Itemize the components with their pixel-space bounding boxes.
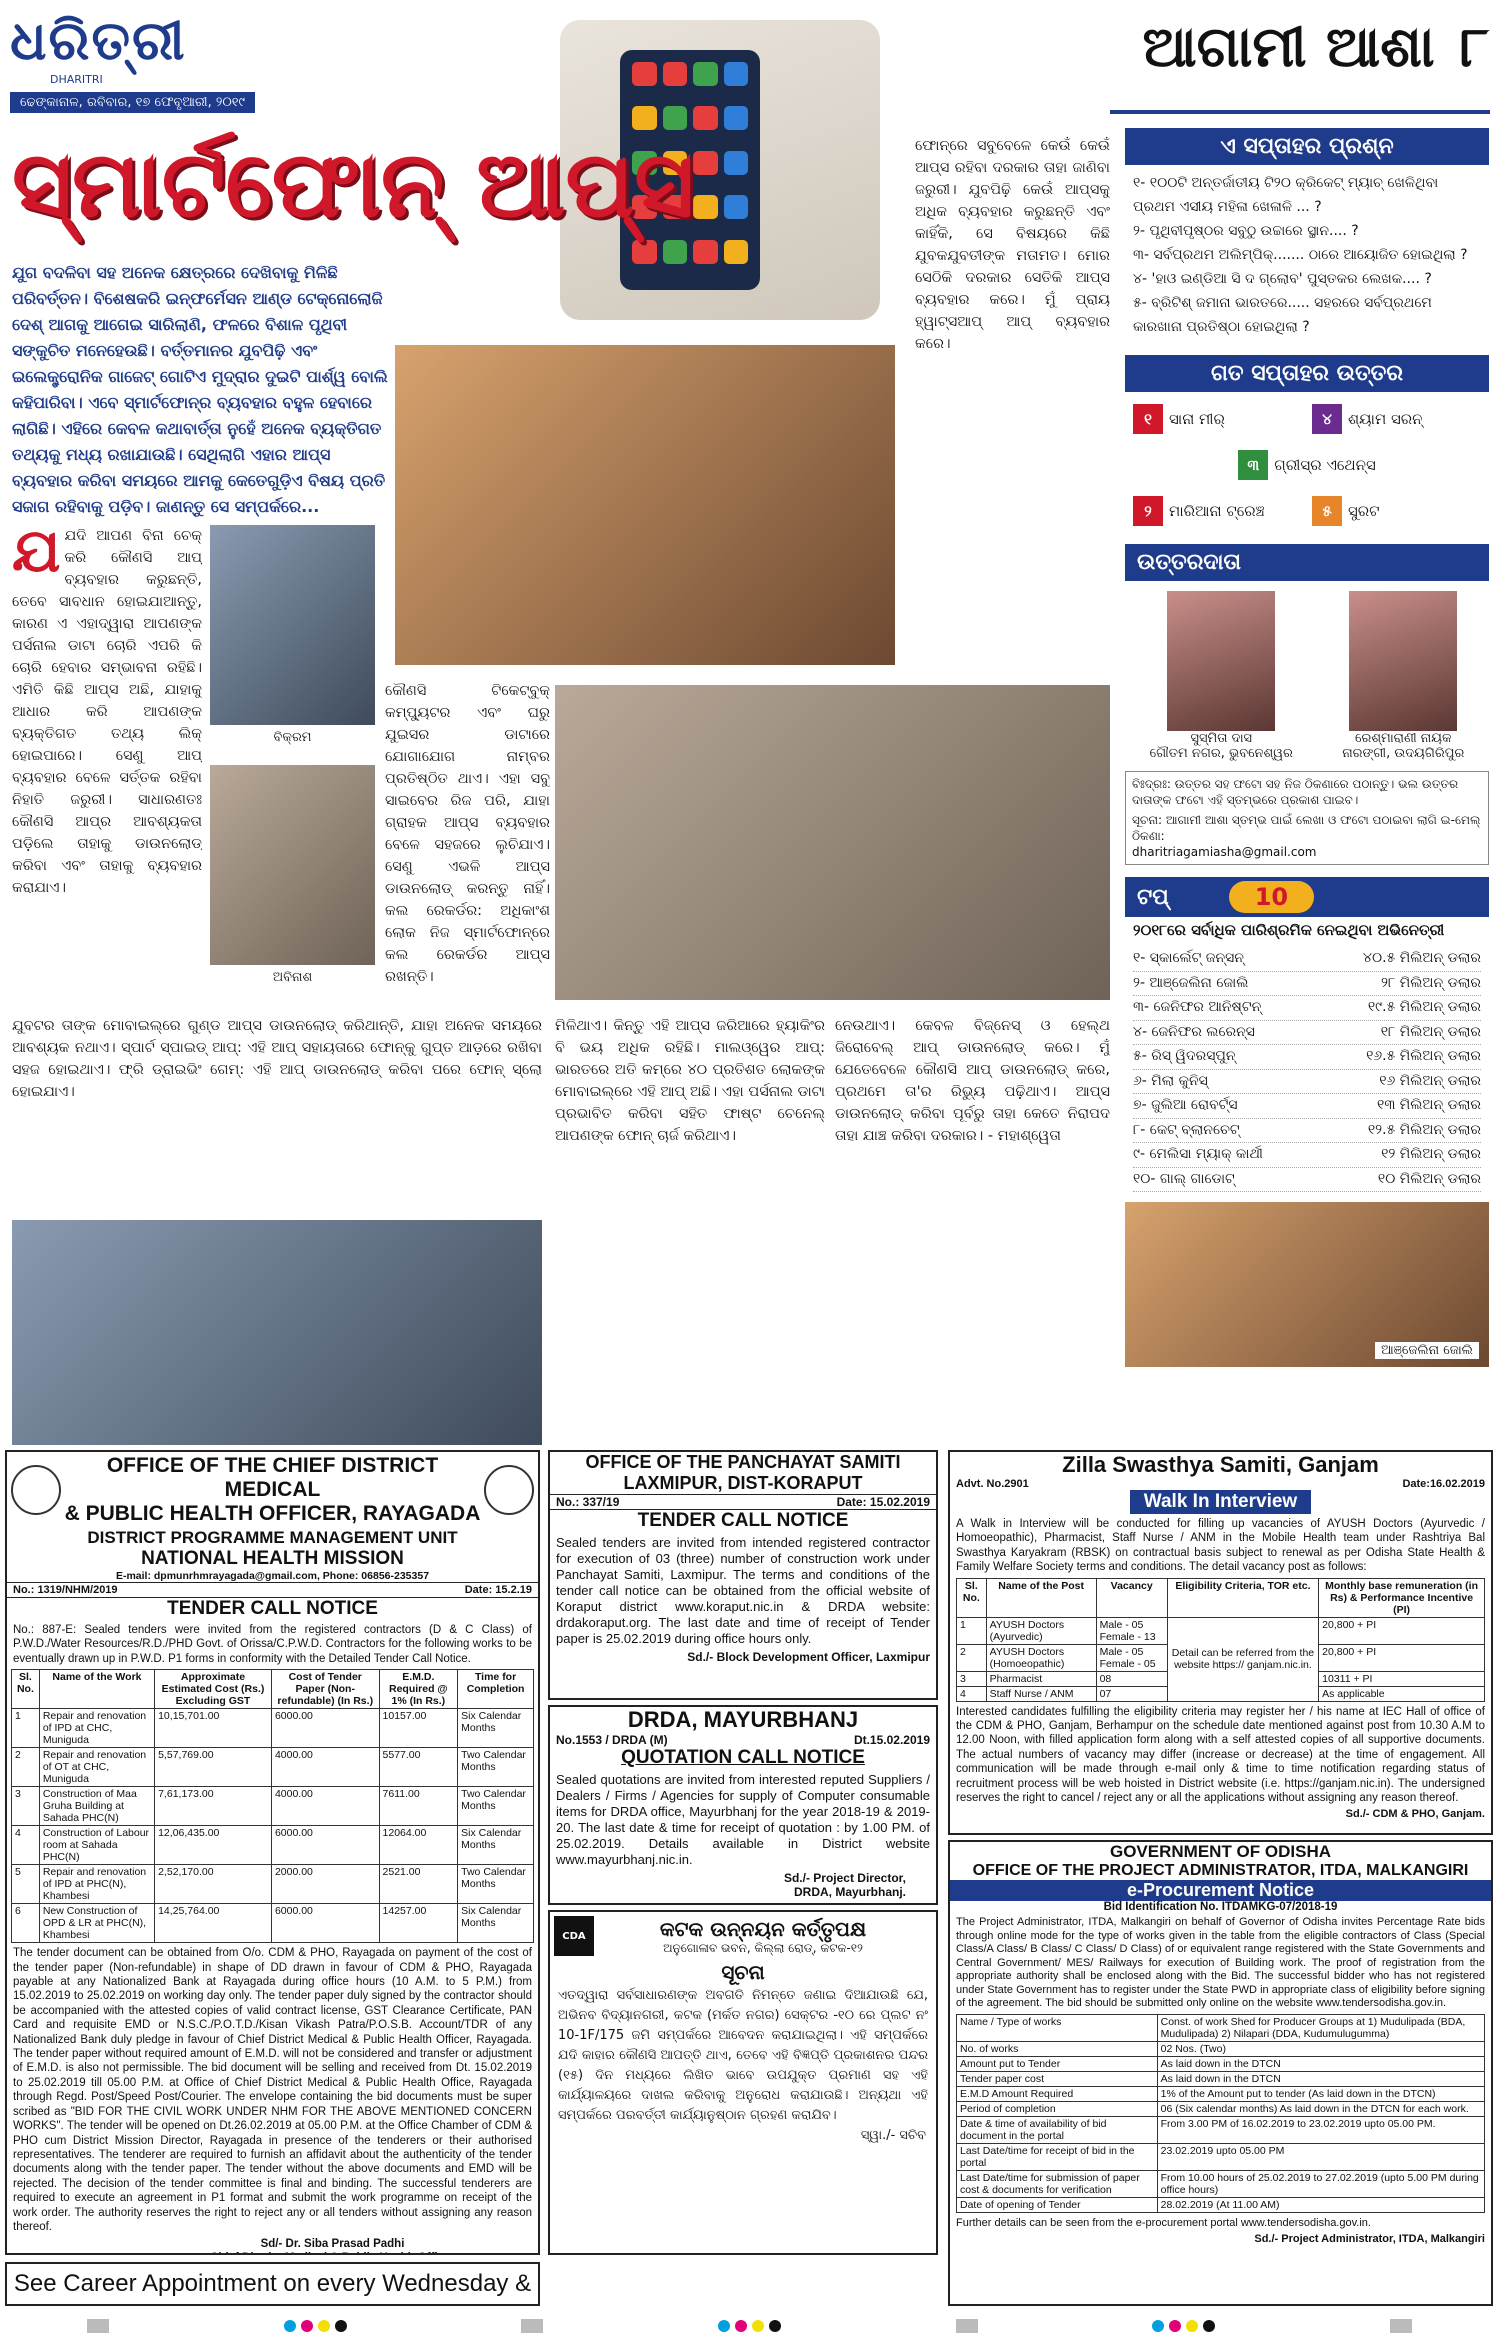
email-text: dharitriagamiasha@gmail.com: [1132, 845, 1317, 859]
answer-item: [1312, 496, 1481, 526]
questions-title: ଏ ସପ୍ତାହର ପ୍ରଶ୍ନ: [1125, 128, 1489, 165]
portrait-photo-vikram: [210, 525, 375, 725]
ad-body: A Walk in Interview will be conducted for filling up vacancies of AYUSH Doctors (Ayurvedic / Homoeopathic), Pharmacist, Staff Nurse / ANM in the Mobile Health team under Rashtriya Bal Swasthya Karyakram (RBSK) on contractual basis subject to renewal as per Odisha State Health & Family Welfare Society terms and conditions. The detail vacancy post as follows:: [956, 1518, 1485, 1574]
answer-number: ୫: [1312, 496, 1342, 526]
ad-signature: DRDA, Mayurbhanj.: [793, 1885, 906, 1899]
ad-date: Date:16.02.2019: [1402, 1478, 1485, 1490]
dateline: ଢେଙ୍କାନାଳ, ରବିବାର, ୧୭ ଫେବୃଆରୀ, ୨୦୧୯: [10, 92, 255, 113]
winner-photo: [1167, 591, 1275, 731]
street-phones-photo: [12, 1220, 542, 1445]
criteria-cell: Detail can be referred from the website https:// ganjam.nic.in.: [1167, 1617, 1318, 1701]
answer-text: ସୁରଟ: [1348, 502, 1380, 520]
table-row: Period of completion 06 (Six calendar months) As laid down in the DTCN for each work.: [957, 2101, 1485, 2116]
color-dots-icon: [1152, 2320, 1215, 2332]
ad-title: DISTRICT PROGRAMME MANAGEMENT UNIT: [87, 1528, 458, 1547]
ad-signature: Sd./- CDM & PHO, Ganjam.: [1345, 1808, 1485, 1821]
top10-badge: 10: [1229, 881, 1314, 913]
ad-footer: Interested candidates fulfilling the eligibility criteria may register her / his name at IEC Hall of office of the CDM & PHO, Ganjam, Berhampur on the schedule date mentioned against post from 10.30 A.M to 12.00 Noon, with filled application form along with a self attested copies of all supportive documents. The actual numbers of vacancy may differ (increase or decrease) at the time of engagement. All communication will be made through e-mail only & time to time notification regarding status of recruitment process will be web hoisted in District website (i.e. https://ganjam.nic.in). The undersigned reserves the right to cancel / reject any or all the applications without assigning any reason thereof.: [956, 1705, 1485, 1805]
list-item: ୫- ରିସ୍ ୱିଦରସ୍ପୁନ୍ ୧୬.୫ ମିଲିଅନ୍ ଡଲାର: [1133, 1045, 1481, 1070]
answer-item: [1133, 404, 1302, 434]
ad-bid-id: Bid Identification No. ITDAMKG-07/2018-19: [1103, 1901, 1338, 1913]
table-row: 2 AYUSH Doctors (Homoeopathic) Male - 05 Female - 05 20,800 + PI: [957, 1644, 1485, 1671]
answer-number: ୪: [1312, 404, 1342, 434]
article-column-1: [12, 525, 202, 1005]
ad-body: The tender document can be obtained from O/o. CDM & PHO, Rayagada on payment of the cost of the tender paper (Non-refundable) in shape of DD drawn in favour of CDM & PHO, Rayagada payable at any Nationalized Bank at Rayagada during office hours (10 A.M. to 5 P.M.) from 15.02.2019 to 25.02.2019 on working day only. The tender paper duly signed by the contractor should be accompanied with the attested copies of valid contract license, GST Clearance Certificate, PAN Card and requisite EMD or N.S.C./P.O.T.D./Kisan Vikash Patra/P.O.S.B. Account/TDR of any Nationalized Bank duly pledge in favour of Chief District Medical & Public Health Officer, Rayagada. The tender paper without required amount of E.M.D. will not be considered and transfer or adjustment of E.M.D. is also not permissible. The bid document will be selling and received from Dt. 15.02.2019 to 25.02.2019 till 05.00 P.M. at Office of Chief District Medical & Public Health Office, Rayagada through Regd. Post/Speed Post/Courier. The envelope containing the bid documents must be super scribed as "BID FOR THE CIVIL WORK UNDER NHM FOR THE ABOVE MENTIONED CONCERN WORKS". The tender will be opened on Dt.26.02.2019 at 05.00 P.M. at the Office Chamber of CDM & PHO cum District Mission Director, Rayagada in presence of the tenderers or their authorised representatives. The tenderer are required to furnish an affidavit about the authenticity of the tender documents along with the tender paper. The tender without the above documents and EMD will be rejected. The decision of the tender committee is final and binding. The successful tenderers are required to execute an agreement in P1 format and submit the work programme on receipt of the work order. The authority reserves the right to reject any or all tenders without assigning any reason thereof.: [13, 1947, 532, 2233]
table-row: 3 Construction of Maa Gruha Building at Sahada PHC(N) 7,61,173.00 4000.00 7611.00 Two Calendar Months: [12, 1787, 534, 1826]
article-column-1-text: ଯଦି ଆପଣ ବିନା ଚେକ୍ କରି କୌଣସି ଆପ୍ ବ୍ୟବହାର କରୁଛନ୍ତି, ତେବେ ସାବଧାନ ହୋଇଯାଆନ୍ତୁ, କାରଣ ଏ ଏହାଦ୍ୱାରା ଆପଣଙ୍କ ପର୍ସନାଲ ଡାଟା ଚୋରି ଏପରି କି ଚୋରି ହେବାର ସମ୍ଭାବନା ରହିଛି। ଏମିତି କିଛି ଆପ୍ସ ଅଛି, ଯାହାକୁ ଆଧାର କରି ଆପଣଙ୍କ ବ୍ୟକ୍ତିଗତ ତଥ୍ୟ ଲିକ୍ ହୋଇପାରେ। ସେଣୁ ଆପ୍ ବ୍ୟବହାର ବେଳେ ସର୍ତ୍ତକ ରହିବା ନିହାତି ଜରୁରୀ। ସାଧାରଣତଃ କୌଣସି ଆପ୍‌ର ଆବଶ୍ୟକତା ପଡ଼ିଲେ ତାହାକୁ ଡାଉନଲୋଡ୍ କରିବା ଏବଂ ତାହାକୁ ବ୍ୟବହାର କରାଯାଏ।: [12, 528, 202, 896]
list-item: ୬- ମିଲା କୁନିସ୍ ୧୬ ମିଲିଅନ୍ ଡଲାର: [1133, 1070, 1481, 1095]
top10-subtitle: ୨୦୧୮ରେ ସର୍ବାଧିକ ପାରିଶ୍ରମିକ ନେଇଥିବା ଅଭିନେତ୍ରୀ: [1133, 921, 1445, 939]
ad-rayagada-tender: [5, 1450, 540, 2255]
registration-mark-icon: [521, 2319, 543, 2333]
list-item: ୩- ଜେନିଫର ଆନିଷ୍ଟନ୍ ୧୯.୫ ମିଲିଅନ୍ ଡଲାର: [1133, 996, 1481, 1021]
ad-title: କଟକ ଉନ୍ନୟନ କର୍ତ୍ତୃପକ୍ଷ: [659, 1916, 867, 1941]
youth-group-photo: [395, 345, 895, 665]
ad-title: DRDA, MAYURBHANJ: [627, 1707, 859, 1732]
header-divider: [1110, 110, 1490, 114]
ad-title: Zilla Swasthya Samiti, Ganjam: [1062, 1452, 1379, 1477]
newspaper-logo-sub: DHARITRI: [50, 73, 103, 86]
ad-title: LAXMIPUR, DIST-KORAPUT: [623, 1473, 863, 1493]
tender-table: Sl. No. Name of the Work Approximate Estimated Cost (Rs.) Excluding GST Cost of Tender Paper (Non-refundable) (In Rs.) E.M.D. Required @ 1% (In Rs.) Time for Completion 1 Repair and renovation of IPD at CHC, Muniguda 10,15,701.00 6000.00 10157.00 Six Calendar Months 2 Repair and renovation of OT at CHC, Muniguda 5,57,769.00 4000.00 5577.00 Two Calendar Months 3 Construction of Maa Gruha Building at Sahada PHC(N) 7,61,173.00 4000.00 7611.00 Two Calendar Months 4 Construction of Labour room at Sahada PHC(N) 12,06,435.00 6000.00 12064.00 Six Calendar Months 5 Repair and renovation of IPD at PHC(N), Khambesi 2,52,170.00 2000.00 2521.00 Two Calendar Months 6 New Construction of OPD & LR at PHC(N), Khambesi 14,25,764.00 6000.00 14257.00 Six Calendar Months: [11, 1669, 534, 1943]
registration-mark-icon: [87, 2319, 109, 2333]
table-row: Date of opening of Tender 28.02.2019 (At 11.00 AM): [957, 2197, 1485, 2212]
question-item: ୫- ବ୍ରିଟିଶ୍ ଜମାନା ଭାରତରେ..... ସହରରେ ସର୍ବପ୍ରଥମେ କାରଖାନା ପ୍ରତିଷ୍ଠା ହୋଇଥିଲା ?: [1133, 295, 1432, 335]
questions-list: [1125, 165, 1489, 345]
table-row: E.M.D Amount Required 1% of the Amount put to tender (As laid down in the DTCN): [957, 2086, 1485, 2101]
ad-body: The Project Administrator, ITDA, Malkangiri on behalf of Governor of Odisha invites Percentage Rate bids through online mode for the type of works given in the table from the eligible contractors of Class (Special Class/A Class/ B Class/ C Class/ D Class) of or equivalent range registered with the State Governments and Central Government/ MES/ Railways for execution of Building work. The proof of registration from the appropriate authority shall be enclosed along with the Bid. The successful bidder who has not registered under State Government has to register under the State PWD in appropriate class of eligibility before signing of the agreement. The bid should be submitted only online on the website www.tendersodisha.gov.in.: [956, 1916, 1485, 2009]
winner-place: ନାରଙ୍ଗୀ, ଉଦୟଗିରିପୁର: [1342, 746, 1465, 761]
winner-name: ସୁସ୍ମିତା ଦାସ: [1190, 731, 1253, 746]
odisha-emblem-icon: [484, 1465, 534, 1515]
answer-text: ଗ୍ରୀସ୍‌ର ଏଥେନ୍ସ: [1274, 456, 1376, 474]
ad-title: NATIONAL HEALTH MISSION: [141, 1548, 404, 1569]
ad-notice: TENDER CALL NOTICE: [637, 1510, 849, 1531]
ad-title: & PUBLIC HEALTH OFFICER, RAYAGADA: [64, 1502, 481, 1525]
color-dots-icon: [284, 2320, 347, 2332]
ad-body: Sealed quotations are invited from interested reputed Suppliers / Dealers / Firms / Agencies for supply of Computer consumable items for DRDA office, Mayurbhanj for the year 2018-19 & 2019-20. The last date & time for receipt of quotation : by 1.00 PM. of 25.02.2019. Details available in District website www.mayurbhanj.nic.in.: [556, 1772, 930, 1867]
winners-title: ଉତ୍ତରଦାତା: [1125, 544, 1489, 581]
table-row: 6 New Construction of OPD & LR at PHC(N), Khambesi 14,25,764.00 6000.00 14257.00 Six Calendar Months: [12, 1904, 534, 1943]
answer-item: [1133, 450, 1481, 480]
table-row: 3 Pharmacist 08 10311 + PI: [957, 1671, 1485, 1686]
top10-header: [1125, 877, 1489, 917]
table-row: 4 Staff Nurse / ANM 07 As applicable: [957, 1686, 1485, 1701]
answer-number: ୨: [1133, 496, 1163, 526]
list-item: ୪- ଜେନିଫର ଲରେନ୍ସ ୧୮ ମିଲିଅନ୍ ଡଲାର: [1133, 1021, 1481, 1046]
nhm-logo-icon: [11, 1465, 61, 1515]
winner-card: [1150, 591, 1293, 761]
ad-title: OFFICE OF THE PROJECT ADMINISTRATOR, ITDA, MALKANGIRI: [972, 1862, 1469, 1879]
ad-drda-quotation: [548, 1705, 938, 1905]
ad-notice: Walk In Interview: [1130, 1490, 1311, 1514]
winners-row: [1125, 581, 1489, 771]
answer-item: [1133, 496, 1302, 526]
article-column-4: ଯୁବଟର ତାଙ୍କ ମୋବାଇଲ୍‌ରେ ଗୁଣ୍ଡ ଆପ୍ସ ଡାଉନଲୋଡ୍ କରିଥାନ୍ତି, ଯାହା ଅନେକ ସମୟରେ ଆବଶ୍ୟକ ନଥାଏ। ସ୍ପାର୍ଟ ସ୍ପାଇଡ୍ ଆପ୍: ଏହି ଆପ୍ ସହାୟତାରେ ଫୋନ୍‌କୁ ଗୁପ୍ତ ଆଡ଼ରେ ରଖିବା ସହଜ ହୋଇଥାଏ। ଫ୍ରି ଡ୍ରାଇଭିଂ ଗେମ୍: ଏହି ଆପ୍ ଡାଉନଲୋଡ୍ କରିବା ପରେ ଫୋନ୍ ସ୍ଲୋ ହୋଇଯାଏ।: [12, 1018, 542, 1100]
ad-intro: No.: 887-E: Sealed tenders were invited from the registered contractors (D & C Class) of P.W.D./Water Resources/R.D./PHD Govt. of Orissa/C.P.W.D. Contractors for the following works to be eventually drawn up in P.W.D. P1 forms in conformity with the Detailed Tender Call Notice.: [13, 1624, 532, 1665]
table-row: Tender paper cost As laid down in the DTCN: [957, 2071, 1485, 2086]
portrait-caption-abinash: ଅବିନାଶ: [272, 970, 313, 985]
winner-card: [1342, 591, 1464, 761]
table-row: Last Date/time for submission of paper cost & documents for verification From 10.00 hours of 25.02.2019 to 27.02.2019 (upto 5.00 PM during office hours): [957, 2170, 1485, 2197]
top10-list: [1125, 943, 1489, 1196]
answers-grid: [1125, 392, 1489, 538]
ad-footer: Further details can be seen from the e-procurement portal www.tendersodisha.gov.in.: [956, 2216, 1371, 2229]
ad-body: Sealed tenders are invited from intended registered contractor for execution of 03 (three) number of construction work under Panchayat Samiti, Laxmipur. The terms and conditions of the tender call notice can be obtained from the official website of Koraput district www.koraput.nic.in & DRDA website: drdakoraput.org. The last date and time of receipt of Tender paper is 25.02.2019 during office hours only.: [556, 1535, 930, 1646]
table-row: 2 Repair and renovation of OT at CHC, Muniguda 5,57,769.00 4000.00 5577.00 Two Calendar Months: [12, 1748, 534, 1787]
ad-date: Date: 15.2.19: [464, 1584, 532, 1596]
ad-ref: No.: 1319/NHM/2019: [13, 1584, 118, 1596]
table-row: 5 Repair and renovation of IPD at PHC(N), Khambesi 2,52,170.00 2000.00 2521.00 Two Calendar Months: [12, 1865, 534, 1904]
ad-signature: Sd/- Dr. Siba Prasad Padhi: [260, 2238, 405, 2251]
ad-date: Date: 15.02.2019: [836, 1495, 930, 1509]
ad-body: ଏତଦ୍ୱାରା ସର୍ବସାଧାରଣଙ୍କ ଅବଗତି ନିମନ୍ତେ ଜଣାଇ ଦିଆଯାଉଛି ଯେ, ଅଭିନବ ବିଦ୍ୟାନଗରୀ, କଟକ (ମର୍କତ ନଗର) ସେକ୍ଟର -୧୦ ରେ ପ୍ଲଟ ନଂ 10-1F/175 ଜମି ସମ୍ପର୍କରେ ଆବେଦନ କରାଯାଇଥିଲା। ଏହି ସମ୍ପର୍କରେ ଯଦି କାହାର କୌଣସି ଆପତ୍ତି ଥାଏ, ତେବେ ଏହି ବିଜ୍ଞପ୍ତି ପ୍ରକାଶନର ପନ୍ଦର (୧୫) ଦିନ ମଧ୍ୟରେ ଲିଖିତ ଭାବେ ଉପଯୁକ୍ତ ପ୍ରମାଣ ସହ ଏହି କାର୍ଯ୍ୟାଳୟରେ ଦାଖଲ କରିବାକୁ ଅନୁରୋଧ କରାଯାଉଛି। ଅନ୍ୟଥା ଏହି ସମ୍ପର୍କରେ ପରବର୍ତ୍ତୀ କାର୍ଯ୍ୟାନୁଷ୍ଠାନ ଗ୍ରହଣ କରାଯିବ।: [558, 1988, 928, 2123]
article-column-6: ନେଉଥାଏ। କେବଳ ବିଜ୍ନେସ୍ ଓ ହେଲ୍ଥ ଜିରୋବେଲ୍ ଆପ୍ ଡାଉନଲୋଡ୍ କରେ। ମୁଁ ଯେତେବେଳେ କୌଣସି ଆପ୍ ଡାଉନଲୋଡ୍ କରେ, ପ୍ରଥମେ ତା'ର ରିଭ୍ୟୁ ପଢ଼ିଥାଏ। ଆପ୍ସ ଡାଉନଲୋଡ୍ କରିବା ପୂର୍ବରୁ ତାହା କେତେ ନିରାପଦ ତାହା ଯାଞ୍ଚ କରିବା ଦରକାର। - ମହାଶ୍ୱେତା: [835, 1018, 1110, 1144]
article-column-2: କୌଣସି ଟିକେଟ୍‌ବୁକ୍ କମ୍ପ୍ୟୁଟର ଏବଂ ଘରୁ ଯୁଇସର ଡାଟାରେ ଯୋଗାଯୋଗ ନାମ୍ବର ପ୍ରତିଷ୍ଠିତ ଥାଏ। ଏହା ସବୁ ସାଇବେର ରିଜ ପରି, ଯାହା ଗ୍ରାହକ ଆପ୍ସ ବ୍ୟବହାର ବେଳେ ସହଜରେ ଲୁଚିଯାଏ। ସେଣୁ ଏଭଳି ଆପ୍ସ ଡାଉନଲୋଡ୍ କରନ୍ତୁ ନାହିଁ। କଲ ରେକର୍ଡର: ଅଧିକାଂଶ ଲୋକ ନିଜ ସ୍ମାର୍ଟଫୋନ୍‌ରେ କଲ ରେକର୍ଡର ଆପ୍ସ ରଖନ୍ତି।: [385, 683, 550, 985]
feature-intro: ଯୁଗ ବଦଳିବା ସହ ଅନେକ କ୍ଷେତ୍ରରେ ଦେଖିବାକୁ ମିଳିଛି ପରିବର୍ତ୍ତନ। ବିଶେଷକରି ଇନ୍ଫର୍ମେସନ ଆଣ୍ଡ ଟେକ୍ନୋଲୋଜି ଦେଶ୍‌ ଆଗକୁ ଆଗେଇ ସାରିଲାଣି, ଫଳରେ ବିଶାଳ ପୃଥିବୀ ସଙ୍କୁଚିତ ମନେହେଉଛି। ବର୍ତ୍ତମାନର ଯୁବପିଢ଼ି ଏବଂ ଇଲେକ୍ଟ୍ରୋନିକ ଗାଜେଟ୍ ଗୋଟିଏ ମୁଦ୍ରାର ଦୁଇଟି ପାର୍ଶ୍ୱ ବୋଲି କହିପାରିବା। ଏବେ ସ୍ମାର୍ଟଫୋନ୍‌ର ବ୍ୟବହାର ବହୁଳ ହେବାରେ ଲାଗିଛି। ଏହିରେ କେବଳ କଥାବାର୍ତ୍ତା ନୁହେଁ ଅନେକ ବ୍ୟକ୍ତିଗତ ତଥ୍ୟକୁ ମଧ୍ୟ ରଖାଯାଉଛି। ସେଥିଲାଗି ଏହାର ଆପ୍ସ ବ୍ୟବହାର କରିବା ସମୟରେ ଆମକୁ କେତେଗୁଡ଼ିଏ ବିଷୟ ପ୍ରତି ସଜାଗ ରହିବାକୁ ପଡ଼ିବ। ଜାଣନ୍ତୁ ସେ ସମ୍ପର୍କରେ...: [12, 263, 388, 516]
article-column-5: ମିଳିଥାଏ। କିନ୍ତୁ ଏହି ଆପ୍ସ ଜରିଆରେ ହ୍ୟାକିଂର ବି ଭୟ ଅଧିକ ରହିଛି। ମାଲଓ୍ୱେର ଆପ୍: ଭାରତରେ ଅତି କମ୍‌ରେ ୪୦ ପ୍ରତିଶତ ଲୋକଙ୍କ ମୋବାଇଲ୍‌ରେ ଏହି ଆପ୍ ଅଛି। ଏହା ପର୍ସନାଲ ଡାଟା ପ୍ରଭାବିତ କରିବା ସହିତ ଫାଷ୍ଟ ଚେନେଲ୍ ଆପଣଙ୍କ ଫୋନ୍ ଚାର୍ଜ କରିଥାଏ।: [555, 1018, 825, 1144]
table-row: Date & time of availability of bid document in the portal From 3.00 PM of 16.02.2019 to 23.02.2019 upto 05.00 PM.: [957, 2116, 1485, 2143]
answer-number: ୧: [1133, 404, 1163, 434]
newspaper-logo: ଧରିତ୍ରୀ: [10, 8, 187, 72]
ad-signature: Sd./- Block Development Officer, Laxmipur: [687, 1650, 930, 1664]
ad-ref: No.1553 / DRDA (M): [556, 1733, 668, 1747]
ad-malkangiri-eprocurement: [948, 1840, 1493, 2306]
sidebar: [1125, 128, 1489, 1367]
actress-photo-box: [1125, 1202, 1489, 1367]
table-row: No. of works 02 Nos. (Two): [957, 2041, 1485, 2056]
ad-notice: ସୂଚନା: [721, 1960, 765, 1984]
answer-text: ଶ୍ୟାମ ସରନ୍: [1348, 410, 1423, 428]
ad-signature: ସ୍ୱା./- ସଚିବ: [860, 2128, 926, 2143]
ad-signature: [127, 2251, 538, 2255]
page-header: [1142, 14, 1489, 81]
ad-title: OFFICE OF THE CHIEF DISTRICT MEDICAL: [106, 1454, 439, 1501]
feature-headline: ସ୍ମାର୍ଟଫୋନ୍ ଆପ୍ସ: [12, 130, 695, 238]
ad-laxmipur-tender: [548, 1450, 938, 1700]
table-row: 1 Repair and renovation of IPD at CHC, Muniguda 10,15,701.00 6000.00 10157.00 Six Calendar Months: [12, 1709, 534, 1748]
answer-text: ମାରିଆନା ଟ୍ରେଞ୍ଚ: [1169, 502, 1265, 520]
note-2: ସୂଚନା: ଆଗାମୀ ଆଶା ସ୍ତମ୍ଭ ପାଇଁ ଲେଖା ଓ ଫଟୋ ପଠାଇବା ଲାଗି ଇ-ମେଲ୍ ଠିକଣା:: [1132, 813, 1481, 843]
table-row: Name / Type of works Const. of work Shed for Producer Groups at 1) Mudulipada (BDA, Mudulipada) 2) Nilapari (DDA, Kudumulugumma): [957, 2014, 1485, 2041]
list-item: ୨- ଆଞ୍ଜେଲିନା ଜୋଲି ୨୮ ମିଲିଅନ୍ ଡଲାର: [1133, 972, 1481, 997]
ad-notice: QUOTATION CALL NOTICE: [621, 1747, 865, 1768]
winner-photo: [1349, 591, 1457, 731]
notes-box: [1125, 771, 1489, 865]
print-registration-bar: [0, 2313, 1499, 2339]
list-item: ୭- ଜୁଲିଆ ରୋବର୍ଟ୍ସ ୧୩ ମିଲିଅନ୍ ଡଲାର: [1133, 1094, 1481, 1119]
page-number: ୮: [1459, 15, 1489, 80]
list-item: ୮- କେଟ୍ ବ୍ଲାନଚେଟ୍ ୧୨.୫ ମିଲିଅନ୍ ଡଲାର: [1133, 1119, 1481, 1144]
ad-title: OFFICE OF THE PANCHAYAT SAMITI: [585, 1452, 901, 1472]
ad-signature: Sd./- Project Administrator, ITDA, Malkangiri: [1254, 2232, 1485, 2245]
table-row: Amount put to Tender As laid down in the DTCN: [957, 2056, 1485, 2071]
page-section-title: ଆଗାମୀ ଆଶା: [1142, 14, 1435, 80]
answer-text: ସାନା ମୀର୍: [1169, 410, 1225, 428]
top10-title: ଟପ୍: [1137, 884, 1169, 910]
ad-cda-notice: [548, 1910, 938, 2255]
answer-item: [1312, 404, 1481, 434]
vacancy-table: Sl. No. Name of the Post Vacancy Eligibility Criteria, TOR etc. Monthly base remuneration (in Rs) & Performance Incentive (PI) 1 AYUSH Doctors (Ayurvedic) Male - 05 Female - 13 Detail can be referred from the website https:// ganjam.nic.in. 20,800 + PI 2 AYUSH Doctors (Homoeopathic) Male - 05 Female - 05 20,800 + PI 3 Pharmacist 08 10311 + PI 4 Staff Nurse / ANM 07 As applicable: [956, 1578, 1485, 1702]
table-row: 1 AYUSH Doctors (Ayurvedic) Male - 05 Female - 13 Detail can be referred from the website https:// ganjam.nic.in. 20,800 + PI: [957, 1617, 1485, 1644]
winner-name: ରେଶ୍ମାରାଣୀ ନାୟକ: [1354, 731, 1452, 746]
ad-notice: TENDER CALL NOTICE: [167, 1598, 378, 1619]
career-banner: See Career Appointment on every Wednesday &: [5, 2262, 540, 2306]
question-item: ୨- ପୃଥିବୀପୃଷ୍ଠର ସବୁଠୁ ଉଚ୍ଚାରେ ସ୍ଥାନ.... ?: [1133, 223, 1359, 239]
masthead: [10, 8, 530, 110]
ad-notice: e-Procurement Notice: [950, 1880, 1491, 1901]
ad-signature: Sd./- Project Director,: [783, 1871, 906, 1885]
actress-caption: ଆଞ୍ଜେଲିନା ଜୋଲି: [1375, 1342, 1479, 1359]
ad-ref: Advt. No.2901: [956, 1478, 1029, 1490]
ad-ref: No.: 337/19: [556, 1495, 620, 1509]
ad-email: E-mail: dpmunrhmrayagada@gmail.com, Phone: 06856-235357: [115, 1570, 430, 1582]
ad-title: GOVERNMENT OF ODISHA: [1109, 1842, 1331, 1861]
answers-title: ଗତ ସପ୍ତାହର ଉତ୍ତର: [1125, 355, 1489, 392]
note-1: ବିଃଦ୍ରଃ: ଉତ୍ତର ସହ ଫଟୋ ସହ ନିଜ ଠିକଣାରେ ପଠାନ୍ତୁ। ଭଲ ଉତ୍ତର ଦାତାଙ୍କ ଫଟୋ ଏହି ସ୍ତମ୍ଭରେ ପ୍ରକାଶ ପାଇବ।: [1132, 777, 1459, 807]
color-dots-icon: [718, 2320, 781, 2332]
answer-number: ୩: [1238, 450, 1268, 480]
article-column-3: ଫୋନ୍‌ରେ ସବୁବେଳେ କେଉଁ କେଉଁ ଆପ୍ସ ରହିବା ଦରକାର ତାହା ଜାଣିବା ଜରୁରୀ। ଯୁବପିଢ଼ି କେଉଁ ଆପ୍ସକୁ ଅଧିକ ବ୍ୟବହାର କରୁଛନ୍ତି ଏବଂ କାହିଁକି, ସେ ବିଷୟରେ କିଛି ଯୁବକଯୁବତୀଙ୍କ ମତାମତ। ମୋର ସେଠିକି ଦରକାର ସେତିକି ଆପ୍ସ ବ୍ୟବହାର କରେ। ମୁଁ ପ୍ରାୟ ହ୍ୱାଟ୍ସଆପ୍ ଆପ୍ ବ୍ୟବହାର କରେ।: [915, 138, 1110, 352]
registration-mark-icon: [1390, 2319, 1412, 2333]
cda-logo-icon: CDA: [554, 1916, 594, 1956]
ad-date: Dt.15.02.2019: [853, 1733, 930, 1747]
ad-subtitle: ଅନୁଗୋଳାବ ଭବନ, କିଲ୍ଲା ରୋଡ୍, କଟକ-୧୨: [663, 1940, 863, 1955]
table-row: Last Date/time for receipt of bid in the portal 23.02.2019 upto 05.00 PM: [957, 2143, 1485, 2170]
dropcap: ଯ: [12, 525, 61, 586]
winner-place: ଗୌତମ ନଗର, ଭୁବନେଶ୍ୱର: [1149, 746, 1293, 761]
eprocurement-table: [956, 2014, 1485, 2213]
list-item: ୯- ମେଲିସା ମ୍ୟାକ୍ କାର୍ଥୀ ୧୨ ମିଲିଅନ୍ ଡଲାର: [1133, 1143, 1481, 1168]
question-item: ୪- 'ହାଓ ଇଣ୍ଡିଆ ସି ଦ ଗ୍ଲୋବ' ପୁସ୍ତକର ଲେଖକ.... ?: [1133, 271, 1432, 287]
portrait-photo-abinash: [210, 765, 375, 965]
ad-ganjam-walkin: [948, 1450, 1493, 1835]
question-item: ୩- ସର୍ବପ୍ରଥମ ଅଲିମ୍ପିକ୍....... ଠାରେ ଆୟୋଜିତ ହୋଇଥିଲା ?: [1133, 247, 1468, 263]
question-item: ୧- ୧୦୦ଟି ଅନ୍ତର୍ଜାତୀୟ ଟି୨୦ କ୍ରିକେଟ୍ ମ୍ୟାଚ୍ ଖେଳିଥିବା ପ୍ରଥମ ଏସୀୟ ମହିଳା ଖେଳାଳି ... ?: [1133, 175, 1439, 215]
table-row: 4 Construction of Labour room at Sahada PHC(N) 12,06,435.00 6000.00 12064.00 Six Calendar Months: [12, 1826, 534, 1865]
list-item: ୧- ସ୍କାର୍ଲେଟ୍ ଜନ୍ସନ୍ ୪୦.୫ ମିଲିଅନ୍ ଡଲାର: [1133, 947, 1481, 972]
portrait-caption-vikram: ବିକ୍ରମ: [273, 730, 312, 745]
list-item: ୧୦- ଗାଲ୍ ଗାଡୋଟ୍ ୧୦ ମିଲିଅନ୍ ଡଲାର: [1133, 1168, 1481, 1193]
registration-mark-icon: [956, 2319, 978, 2333]
students-phones-photo: [555, 685, 1110, 1000]
